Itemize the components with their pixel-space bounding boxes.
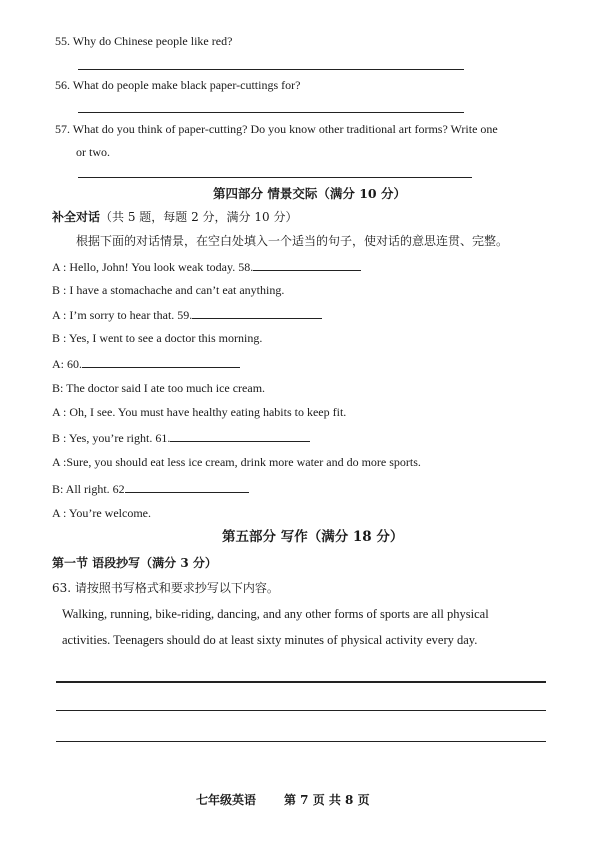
passage-line-2: activities. Teenagers should do at least sixty minutes of physical activity every day.	[62, 633, 478, 647]
answer-blank-62[interactable]	[125, 481, 249, 493]
dialogue-text-5: A: 60.	[52, 357, 82, 371]
dialogue-line-10	[52, 481, 249, 496]
part5-section1-title: 第一节 语段抄写（满分 3 分）	[52, 556, 217, 570]
writing-line-2[interactable]	[56, 710, 546, 711]
question-63: 63. 请按照书写格式和要求抄写以下内容。	[52, 581, 279, 595]
writing-line-1[interactable]	[56, 681, 546, 683]
dialogue-line-8	[52, 430, 310, 445]
dialogue-line-7: A : Oh, I see. You must have healthy eating habits to keep fit.	[52, 405, 347, 419]
answer-line-57[interactable]	[78, 177, 472, 178]
passage-line-1: Walking, running, bike-riding, dancing, and any other forms of sports are all physical	[62, 607, 489, 621]
part5-title: 第五部分 写作（满分 18 分）	[222, 529, 404, 545]
part4-title: 第四部分 情景交际（满分 10 分）	[213, 186, 406, 201]
dialogue-line-6: B: The doctor said I ate too much ice cream.	[52, 381, 266, 395]
answer-blank-58[interactable]	[253, 259, 361, 271]
dialogue-line-1	[52, 259, 361, 274]
answer-line-56[interactable]	[78, 112, 464, 113]
writing-line-3[interactable]	[56, 741, 546, 742]
dialogue-line-5	[52, 356, 240, 371]
answer-blank-60[interactable]	[82, 356, 240, 368]
dialogue-line-9: A :Sure, you should eat less ice cream, drink more water and do more sports.	[52, 455, 421, 469]
part4-subnote: （共 5 题，每题 2 分，满分 10 分）	[100, 210, 298, 224]
dialogue-text-1: A : Hello, John! You look weak today. 58.	[52, 260, 254, 274]
dialogue-text-10: B: All right. 62	[52, 482, 125, 496]
answer-blank-61[interactable]	[170, 430, 310, 442]
part4-subheading	[52, 210, 297, 224]
footer-page-number: 第 7 页 共 8 页	[284, 793, 370, 807]
dialogue-line-2: B : I have a stomachache and can’t eat anything.	[52, 283, 285, 297]
question-55: 55. Why do Chinese people like red?	[55, 34, 233, 48]
question-57-line2: or two.	[76, 145, 110, 159]
question-56: 56. What do people make black paper-cuttings for?	[55, 78, 301, 92]
dialogue-line-3	[52, 307, 322, 322]
dialogue-line-11: A : You’re welcome.	[52, 506, 151, 520]
dialogue-line-4: B : Yes, I went to see a doctor this morning.	[52, 331, 263, 345]
part4-instruction: 根据下面的对话情景，在空白处填入一个适当的句子，使对话的意思连贯、完整。	[76, 234, 509, 248]
answer-line-55[interactable]	[78, 69, 464, 70]
dialogue-text-8: B : Yes, you’re right. 61.	[52, 431, 171, 445]
dialogue-text-3: A : I’m sorry to hear that. 59.	[52, 308, 193, 322]
answer-blank-59[interactable]	[192, 307, 322, 319]
part4-subtitle: 补全对话	[52, 210, 101, 224]
question-57-line1: 57. What do you think of paper-cutting? Do you know other traditional art forms? Write one	[55, 122, 498, 136]
footer-subject: 七年级英语	[196, 793, 257, 807]
